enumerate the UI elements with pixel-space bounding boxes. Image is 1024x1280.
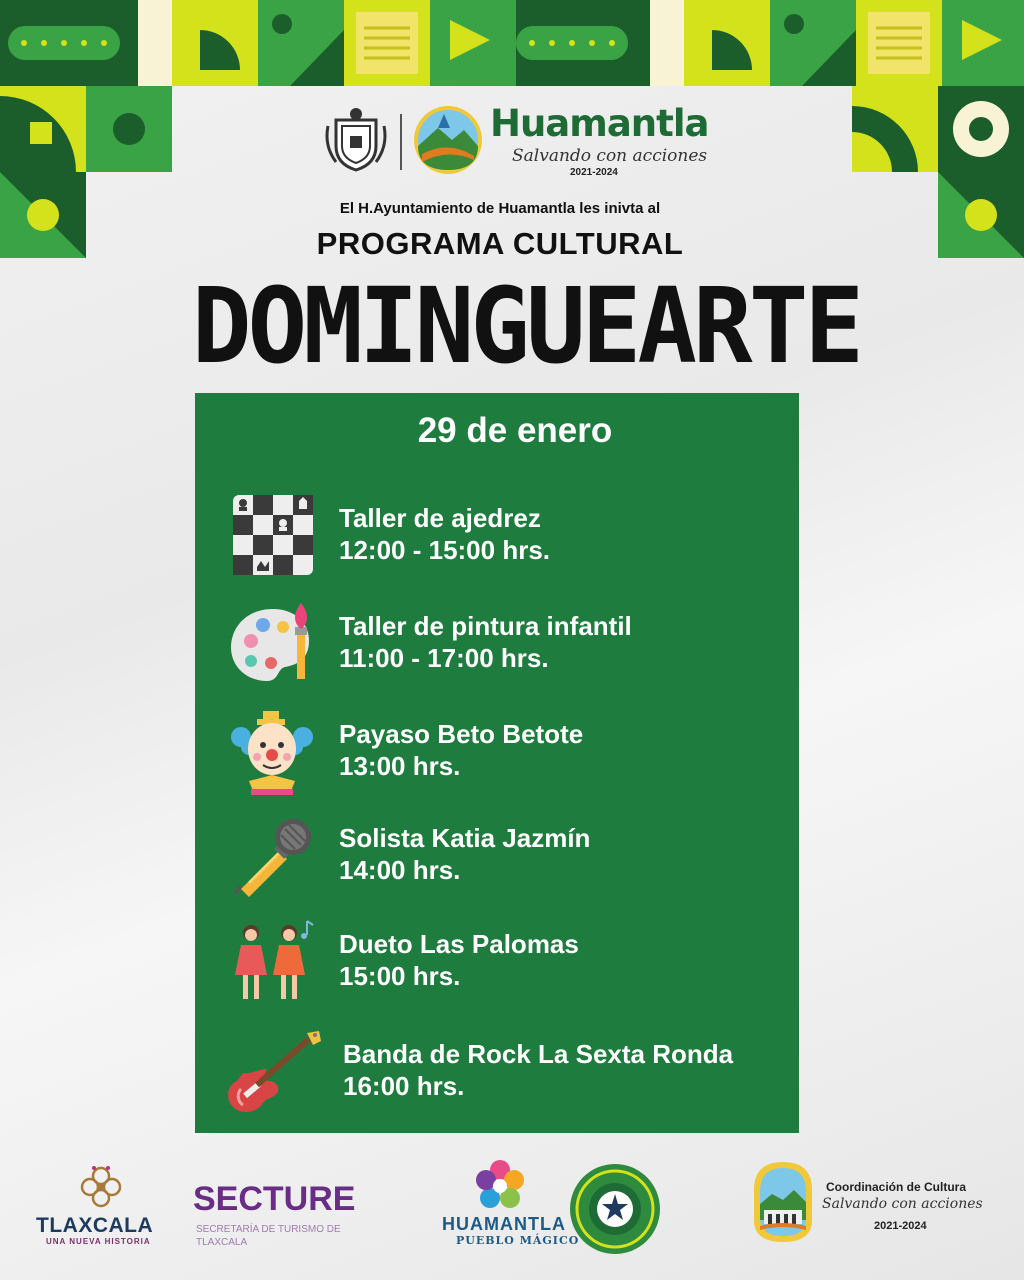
cultura-emblem-icon [752,1160,814,1244]
secture-name: SECTURE [193,1180,356,1218]
huamantla-footer-tagline: PUEBLO MÁGICO [456,1234,580,1247]
duet-singers-icon [227,919,317,1009]
secture-tagline: SECRETARÍA DE TURISMO DE TLAXCALA [196,1224,341,1248]
event-name: Taller de ajedrez [339,503,541,533]
tlaxcala-name: TLAXCALA [36,1214,154,1237]
brand-years: 2021-2024 [570,167,618,178]
event-name: Solista Katia Jazmín [339,823,591,853]
event-name: Payaso Beto Betote [339,719,584,749]
culture-years: 2021-2024 [874,1220,927,1232]
event-time: 11:00 - 17:00 hrs. [339,643,549,673]
event-name: Banda de Rock La Sexta Ronda [343,1039,734,1069]
top-pattern-band [0,0,1024,86]
event-name: Taller de pintura infantil [339,611,632,641]
event-item [195,493,799,583]
electric-guitar-icon [223,1029,327,1119]
culture-coordination-name: Coordinación de Cultura [826,1180,967,1194]
footer-logos [0,1150,1024,1260]
brand-name: Huamantla [490,102,709,145]
left-pattern-tile-1 [0,86,86,172]
event-time: 12:00 - 15:00 hrs. [339,535,551,565]
right-pattern-tile-2 [938,86,1024,172]
event-item [195,919,799,1009]
event-item [195,601,799,691]
microphone-icon [227,813,317,903]
invitation-text: El H.Ayuntamiento de Huamantla les inivta al [339,200,661,217]
event-time: 15:00 hrs. [339,961,461,991]
tlaxcala-tagline: UNA NUEVA HISTORIA [46,1237,151,1246]
program-label: PROGRAMA CULTURAL [316,226,684,261]
header-logos [322,100,712,184]
event-name: Dueto Las Palomas [339,929,579,959]
right-pattern-tile-1 [852,86,938,172]
brand-slogan: Salvando con acciones [512,146,708,166]
paint-palette-icon [227,601,317,691]
event-time: 13:00 hrs. [339,751,461,781]
huamantla-footer-name: HUAMANTLA [442,1214,566,1234]
event-item [195,1029,799,1119]
event-item [195,709,799,799]
guinness-world-records-badge-icon [568,1162,662,1256]
coat-of-arms-icon [322,106,390,174]
event-item [195,813,799,903]
huamantla-flower-icon [470,1156,530,1216]
left-pattern-tile-2 [86,86,172,172]
event-title: DOMINGUEARTE [192,265,861,387]
logo-divider [400,114,402,170]
event-date: 29 de enero [417,411,613,450]
program-panel [195,393,799,1133]
event-time: 14:00 hrs. [339,855,461,885]
culture-slogan: Salvando con acciones [822,1196,983,1212]
huamantla-emblem-icon [412,104,484,176]
tlaxcala-flower-icon [76,1162,126,1212]
chess-board-icon [227,493,317,583]
event-time: 16:00 hrs. [343,1071,465,1101]
clown-icon [227,709,317,799]
